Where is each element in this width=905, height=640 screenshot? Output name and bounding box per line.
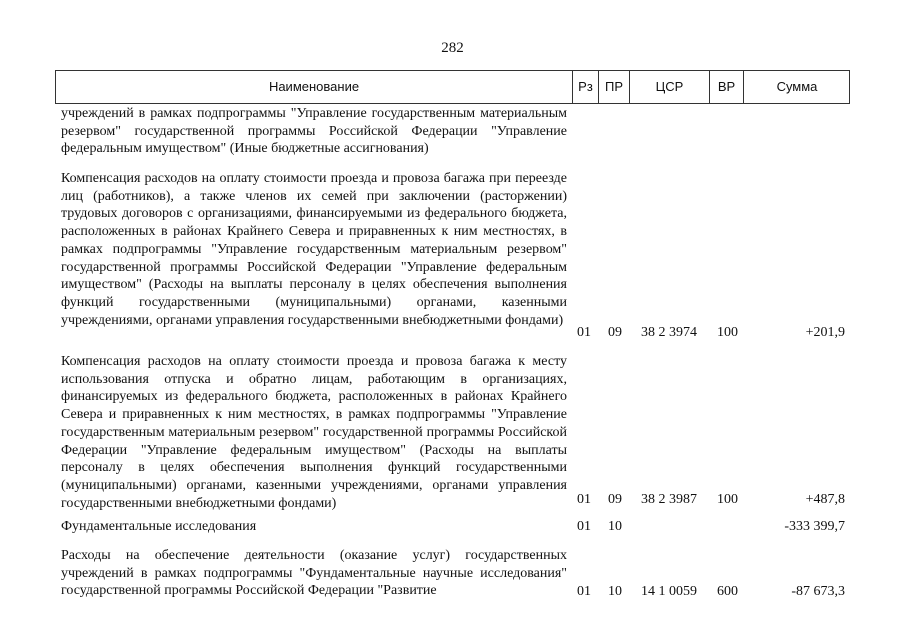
header-sum: Сумма: [776, 79, 818, 94]
header-vr: ВР: [710, 71, 744, 103]
row-pr: 10: [608, 584, 622, 600]
header-name: Наименование: [56, 71, 573, 103]
row-name: Фундаментальные исследования: [61, 519, 257, 534]
table-row: [61, 353, 845, 509]
table-row: [61, 170, 845, 342]
row-rz: 01: [577, 492, 591, 508]
header-rz: Рз: [573, 71, 599, 103]
row-csr: 14 1 0059: [641, 584, 697, 600]
row-name: учреждений в рамках подпрограммы "Управление государственным материальным резервом" государственной программы Российской Федерации "Управление федеральным имуществом" (Иные бюджетные ассигнования): [61, 106, 567, 157]
row-sum: -333 399,7: [784, 519, 845, 535]
row-vr: 100: [717, 492, 738, 508]
header-pr: ПР: [599, 71, 630, 103]
row-name: Компенсация расходов на оплату стоимости проезда и провоза багажа к месту использования отпуска и обратно лицам, работающим в организациях, финансируемых из федерального бюджета, расположенных в районах Крайнего Севера и приравненных к ним местностях, в рамках подпрограммы "Управление государственным материальным резервом" государственной программы Российской Федерации "Управление федеральным имуществом" (Расходы на выплаты персоналу в целях обеспечения выполнения функций государственными (муниципальными) органами, казенными учреждениями, органами управления государственными внебюджетными фондами): [61, 354, 567, 511]
row-vr: 600: [717, 584, 738, 600]
row-sum: +487,8: [805, 492, 845, 508]
page-number: 282: [441, 40, 464, 56]
row-vr: 100: [717, 325, 738, 341]
row-pr: 10: [608, 519, 622, 535]
row-pr: 09: [608, 492, 622, 508]
row-name: Расходы на обеспечение деятельности (оказание услуг) государственных учреждений в рамках подпрограммы "Фундаментальные научные исследования" государственной программы Российской Федерации "Развитие: [61, 548, 567, 599]
table-row: [61, 547, 845, 601]
row-rz: 01: [577, 325, 591, 341]
row-csr: 38 2 3987: [641, 492, 697, 508]
row-sum: -87 673,3: [791, 584, 845, 600]
row-sum: +201,9: [805, 325, 845, 341]
table-header: [55, 70, 850, 104]
row-csr: 38 2 3974: [641, 325, 697, 341]
header-csr: ЦСР: [630, 71, 710, 103]
row-rz: 01: [577, 519, 591, 535]
row-pr: 09: [608, 325, 622, 341]
table-row: [61, 518, 845, 536]
table-row: [61, 105, 845, 159]
row-name: Компенсация расходов на оплату стоимости проезда и провоза багажа при переезде лиц (работников), а также членов их семей при заключении (расторжении) трудовых договоров с организациями, финансируемыми из федерального бюджета, расположенных в районах Крайнего Севера и приравненных к ним местностях, в рамках подпрограммы "Управление государственным материальным резервом" государственной программы Российской Федерации "Управление федеральным имуществом" (Расходы на выплаты персоналу в целях обеспечения выполнения функций государственными (муниципальными) органами, казенными учреждениями, органами управления государственными внебюджетными фондами): [61, 171, 567, 328]
row-rz: 01: [577, 584, 591, 600]
